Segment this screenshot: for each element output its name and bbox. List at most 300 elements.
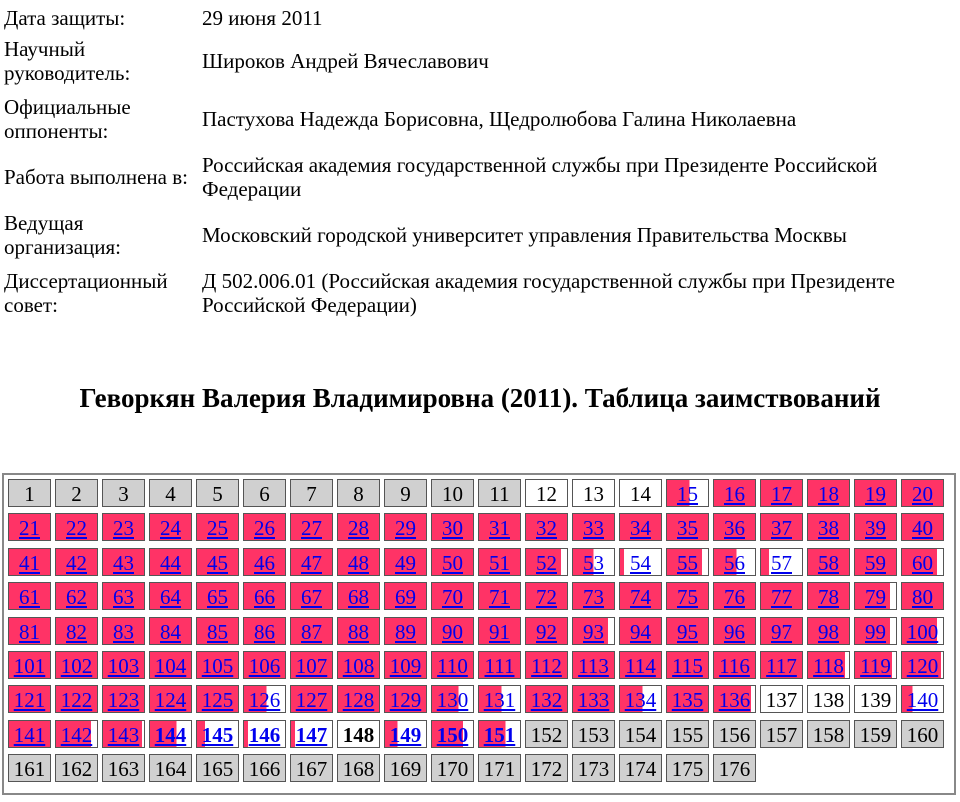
page-link-110[interactable]: 110 — [437, 654, 468, 678]
page-link-127[interactable]: 127 — [295, 688, 328, 712]
page-cell-40[interactable] — [901, 513, 944, 541]
page-cell-79[interactable] — [854, 582, 897, 610]
page-cell-131[interactable] — [478, 685, 521, 713]
page-cell-89[interactable] — [384, 617, 427, 645]
page-cell-34[interactable] — [619, 513, 662, 541]
page-cell-54[interactable] — [619, 548, 662, 576]
page-link-86[interactable]: 86 — [254, 620, 275, 644]
page-link-88[interactable]: 88 — [348, 620, 369, 644]
page-cell-140[interactable] — [901, 685, 944, 713]
page-cell-26[interactable] — [243, 513, 286, 541]
page-link-76[interactable]: 76 — [724, 585, 745, 609]
page-link-47[interactable]: 47 — [301, 551, 322, 575]
page-link-46[interactable]: 46 — [254, 551, 275, 575]
page-cell-130[interactable] — [431, 685, 474, 713]
page-number-11: 11 — [489, 482, 510, 506]
page-cell-36[interactable] — [713, 513, 756, 541]
page-cell-104[interactable] — [149, 651, 192, 679]
page-cell-125[interactable] — [196, 685, 239, 713]
page-cell-171 — [478, 754, 521, 782]
page-cell-94[interactable] — [619, 617, 662, 645]
page-link-116[interactable]: 116 — [719, 654, 750, 678]
page-cell-150[interactable] — [431, 720, 474, 748]
page-link-98[interactable]: 98 — [818, 620, 839, 644]
page-link-21[interactable]: 21 — [19, 516, 40, 540]
page-number-172: 172 — [530, 757, 563, 781]
page-cell-45[interactable] — [196, 548, 239, 576]
page-link-99[interactable]: 99 — [865, 620, 886, 644]
page-link-38[interactable]: 38 — [818, 516, 839, 540]
page-cell-18[interactable] — [807, 479, 850, 507]
page-link-17[interactable]: 17 — [771, 482, 792, 506]
page-link-92[interactable]: 92 — [536, 620, 557, 644]
page-cell-32[interactable] — [525, 513, 568, 541]
page-cell-160 — [901, 720, 944, 748]
page-cell-95[interactable] — [666, 617, 709, 645]
page-cell-25[interactable] — [196, 513, 239, 541]
page-cell-127[interactable] — [290, 685, 333, 713]
page-number-13: 13 — [583, 482, 604, 506]
page-cell-98[interactable] — [807, 617, 850, 645]
page-cell-76[interactable] — [713, 582, 756, 610]
page-cell-37[interactable] — [760, 513, 803, 541]
page-link-109[interactable]: 109 — [389, 654, 422, 678]
page-number-161: 161 — [13, 757, 46, 781]
page-cell-92[interactable] — [525, 617, 568, 645]
page-cell-63[interactable] — [102, 582, 145, 610]
page-cell-116[interactable] — [713, 651, 756, 679]
page-link-121[interactable]: 121 — [13, 688, 46, 712]
page-link-145[interactable]: 145 — [201, 723, 234, 747]
page-cell-117[interactable] — [760, 651, 803, 679]
page-link-150[interactable]: 150 — [436, 723, 469, 747]
page-cell-42[interactable] — [55, 548, 98, 576]
page-link-122[interactable]: 122 — [60, 688, 93, 712]
page-cell-52[interactable] — [525, 548, 568, 576]
page-link-136[interactable]: 136 — [718, 688, 751, 712]
page-cell-124[interactable] — [149, 685, 192, 713]
page-cell-141[interactable] — [8, 720, 51, 748]
page-cell-29[interactable] — [384, 513, 427, 541]
page-cell-84[interactable] — [149, 617, 192, 645]
page-link-131[interactable]: 131 — [483, 688, 516, 712]
page-cell-165 — [196, 754, 239, 782]
page-link-105[interactable]: 105 — [201, 654, 234, 678]
page-link-81[interactable]: 81 — [19, 620, 40, 644]
page-cell-46[interactable] — [243, 548, 286, 576]
page-link-19[interactable]: 19 — [865, 482, 886, 506]
page-link-106[interactable]: 106 — [248, 654, 281, 678]
page-link-34[interactable]: 34 — [630, 516, 651, 540]
page-cell-75[interactable] — [666, 582, 709, 610]
page-link-54[interactable]: 54 — [630, 551, 651, 575]
page-cell-2 — [55, 479, 98, 507]
page-link-50[interactable]: 50 — [442, 551, 463, 575]
page-link-75[interactable]: 75 — [677, 585, 698, 609]
page-link-37[interactable]: 37 — [771, 516, 792, 540]
page-cell-146[interactable] — [243, 720, 286, 748]
page-link-89[interactable]: 89 — [395, 620, 416, 644]
page-cell-57[interactable] — [760, 548, 803, 576]
info-label: Дата защиты: — [4, 6, 126, 30]
page-link-120[interactable]: 120 — [906, 654, 939, 678]
page-link-128[interactable]: 128 — [342, 688, 375, 712]
page-cell-126[interactable] — [243, 685, 286, 713]
page-cell-56[interactable] — [713, 548, 756, 576]
page-cell-149[interactable] — [384, 720, 427, 748]
page-cell-67[interactable] — [290, 582, 333, 610]
page-cell-157 — [760, 720, 803, 748]
page-link-79[interactable]: 79 — [865, 585, 886, 609]
page-cell-100[interactable] — [901, 617, 944, 645]
info-value: Пастухова Надежда Борисовна, Щедролюбова Галина Николаевна — [202, 107, 797, 131]
page-cell-74[interactable] — [619, 582, 662, 610]
page-cell-72[interactable] — [525, 582, 568, 610]
page-link-49[interactable]: 49 — [395, 551, 416, 575]
page-cell-107[interactable] — [290, 651, 333, 679]
page-link-132[interactable]: 132 — [530, 688, 563, 712]
page-cell-53[interactable] — [572, 548, 615, 576]
page-cell-96[interactable] — [713, 617, 756, 645]
page-link-16[interactable]: 16 — [724, 482, 745, 506]
page-link-25[interactable]: 25 — [207, 516, 228, 540]
page-link-18[interactable]: 18 — [818, 482, 839, 506]
page-number-170: 170 — [436, 757, 469, 781]
page-cell-66[interactable] — [243, 582, 286, 610]
page-cell-105[interactable] — [196, 651, 239, 679]
page-cell-38[interactable] — [807, 513, 850, 541]
page-link-69[interactable]: 69 — [395, 585, 416, 609]
page-link-125[interactable]: 125 — [201, 688, 234, 712]
page-cell-31[interactable] — [478, 513, 521, 541]
page-cell-111[interactable] — [478, 651, 521, 679]
page-link-144[interactable]: 144 — [154, 723, 187, 747]
page-link-91[interactable]: 91 — [489, 620, 510, 644]
page-cell-28[interactable] — [337, 513, 380, 541]
page-link-68[interactable]: 68 — [348, 585, 369, 609]
page-number-175: 175 — [671, 757, 704, 781]
page-link-142[interactable]: 142 — [60, 723, 93, 747]
page-number-174: 174 — [624, 757, 657, 781]
page-link-108[interactable]: 108 — [342, 654, 375, 678]
page-cell-151[interactable] — [478, 720, 521, 748]
page-link-146[interactable]: 146 — [248, 723, 281, 747]
page-cell-135[interactable] — [666, 685, 709, 713]
page-link-22[interactable]: 22 — [66, 516, 87, 540]
page-link-133[interactable]: 133 — [577, 688, 610, 712]
page-link-24[interactable]: 24 — [160, 516, 181, 540]
page-number-137: 137 — [765, 688, 798, 712]
page-cell-115[interactable] — [666, 651, 709, 679]
page-link-102[interactable]: 102 — [60, 654, 93, 678]
page-link-101[interactable]: 101 — [13, 654, 46, 678]
page-cell-145[interactable] — [196, 720, 239, 748]
page-cell-80[interactable] — [901, 582, 944, 610]
page-link-29[interactable]: 29 — [395, 516, 416, 540]
page-link-140[interactable]: 140 — [906, 688, 939, 712]
page-link-64[interactable]: 64 — [160, 585, 181, 609]
page-link-97[interactable]: 97 — [771, 620, 792, 644]
page-link-30[interactable]: 30 — [442, 516, 463, 540]
page-link-43[interactable]: 43 — [113, 551, 134, 575]
page-cell-138 — [807, 685, 850, 713]
page-cell-58[interactable] — [807, 548, 850, 576]
page-link-71[interactable]: 71 — [489, 585, 510, 609]
page-cell-33[interactable] — [572, 513, 615, 541]
page-cell-82[interactable] — [55, 617, 98, 645]
page-number-166: 166 — [248, 757, 281, 781]
page-cell-110[interactable] — [431, 651, 474, 679]
page-link-27[interactable]: 27 — [301, 516, 322, 540]
page-cell-55[interactable] — [666, 548, 709, 576]
page-link-33[interactable]: 33 — [583, 516, 604, 540]
page-cell-5 — [196, 479, 239, 507]
page-link-51[interactable]: 51 — [489, 551, 510, 575]
page-cell-122[interactable] — [55, 685, 98, 713]
page-link-53[interactable]: 53 — [583, 551, 604, 575]
page-cell-85[interactable] — [196, 617, 239, 645]
page-link-41[interactable]: 41 — [19, 551, 40, 575]
page-cell-83[interactable] — [102, 617, 145, 645]
page-cell-35[interactable] — [666, 513, 709, 541]
page-cell-4 — [149, 479, 192, 507]
page-link-147[interactable]: 147 — [295, 723, 328, 747]
page-link-80[interactable]: 80 — [912, 585, 933, 609]
page-link-78[interactable]: 78 — [818, 585, 839, 609]
page-cell-27[interactable] — [290, 513, 333, 541]
page-link-111[interactable]: 111 — [484, 654, 515, 678]
page-cell-68[interactable] — [337, 582, 380, 610]
page-cell-61[interactable] — [8, 582, 51, 610]
page-link-96[interactable]: 96 — [724, 620, 745, 644]
page-cell-123[interactable] — [102, 685, 145, 713]
page-cell-51[interactable] — [478, 548, 521, 576]
dissertation-info-table — [4, 4, 960, 322]
page-cell-119[interactable] — [854, 651, 897, 679]
page-link-60[interactable]: 60 — [912, 551, 933, 575]
page-cell-22[interactable] — [55, 513, 98, 541]
page-cell-143[interactable] — [102, 720, 145, 748]
page-cell-65[interactable] — [196, 582, 239, 610]
page-number-163: 163 — [107, 757, 140, 781]
borrowing-table — [2, 473, 956, 795]
page-link-40[interactable]: 40 — [912, 516, 933, 540]
page-number-12: 12 — [536, 482, 557, 506]
page-cell-30[interactable] — [431, 513, 474, 541]
page-link-123[interactable]: 123 — [107, 688, 140, 712]
page-cell-62[interactable] — [55, 582, 98, 610]
page-link-35[interactable]: 35 — [677, 516, 698, 540]
page-cell-21[interactable] — [8, 513, 51, 541]
page-cell-142[interactable] — [55, 720, 98, 748]
page-link-134[interactable]: 134 — [624, 688, 657, 712]
page-cell-128[interactable] — [337, 685, 380, 713]
page-link-103[interactable]: 103 — [107, 654, 140, 678]
page-link-44[interactable]: 44 — [160, 551, 181, 575]
page-link-104[interactable]: 104 — [154, 654, 187, 678]
page-link-77[interactable]: 77 — [771, 585, 792, 609]
page-link-130[interactable]: 130 — [436, 688, 469, 712]
page-link-55[interactable]: 55 — [677, 551, 698, 575]
page-link-48[interactable]: 48 — [348, 551, 369, 575]
page-link-59[interactable]: 59 — [865, 551, 886, 575]
page-cell-64[interactable] — [149, 582, 192, 610]
page-cell-91[interactable] — [478, 617, 521, 645]
page-cell-39[interactable] — [854, 513, 897, 541]
page-cell-102[interactable] — [55, 651, 98, 679]
page-link-70[interactable]: 70 — [442, 585, 463, 609]
page-link-26[interactable]: 26 — [254, 516, 275, 540]
page-link-56[interactable]: 56 — [724, 551, 745, 575]
page-link-65[interactable]: 65 — [207, 585, 228, 609]
page-cell-41[interactable] — [8, 548, 51, 576]
page-cell-15[interactable] — [666, 479, 709, 507]
page-cell-23[interactable] — [102, 513, 145, 541]
page-cell-136[interactable] — [713, 685, 756, 713]
page-cell-159 — [854, 720, 897, 748]
page-link-135[interactable]: 135 — [671, 688, 704, 712]
page-cell-90[interactable] — [431, 617, 474, 645]
page-cell-69[interactable] — [384, 582, 427, 610]
page-cell-50[interactable] — [431, 548, 474, 576]
page-link-115[interactable]: 115 — [672, 654, 703, 678]
page-link-112[interactable]: 112 — [531, 654, 562, 678]
page-cell-17[interactable] — [760, 479, 803, 507]
page-number-10: 10 — [442, 482, 463, 506]
page-link-90[interactable]: 90 — [442, 620, 463, 644]
page-cell-71[interactable] — [478, 582, 521, 610]
page-link-73[interactable]: 73 — [583, 585, 604, 609]
page-cell-88[interactable] — [337, 617, 380, 645]
page-link-85[interactable]: 85 — [207, 620, 228, 644]
page-cell-60[interactable] — [901, 548, 944, 576]
page-cell-103[interactable] — [102, 651, 145, 679]
page-cell-164 — [149, 754, 192, 782]
page-link-28[interactable]: 28 — [348, 516, 369, 540]
page-link-72[interactable]: 72 — [536, 585, 557, 609]
page-link-63[interactable]: 63 — [113, 585, 134, 609]
page-cell-81[interactable] — [8, 617, 51, 645]
page-cell-47[interactable] — [290, 548, 333, 576]
page-link-143[interactable]: 143 — [107, 723, 140, 747]
page-link-82[interactable]: 82 — [66, 620, 87, 644]
page-cell-49[interactable] — [384, 548, 427, 576]
page-cell-86[interactable] — [243, 617, 286, 645]
page-cell-99[interactable] — [854, 617, 897, 645]
page-link-100[interactable]: 100 — [906, 620, 939, 644]
page-link-124[interactable]: 124 — [154, 688, 187, 712]
page-cell-87[interactable] — [290, 617, 333, 645]
page-link-23[interactable]: 23 — [113, 516, 134, 540]
page-link-15[interactable]: 15 — [677, 482, 698, 506]
page-cell-155 — [666, 720, 709, 748]
page-cell-118[interactable] — [807, 651, 850, 679]
page-cell-114[interactable] — [619, 651, 662, 679]
page-cell-48[interactable] — [337, 548, 380, 576]
page-link-58[interactable]: 58 — [818, 551, 839, 575]
page-link-119[interactable]: 119 — [860, 654, 891, 678]
page-cell-20[interactable] — [901, 479, 944, 507]
page-cell-112[interactable] — [525, 651, 568, 679]
page-link-151[interactable]: 151 — [483, 723, 516, 747]
page-cell-109[interactable] — [384, 651, 427, 679]
page-cell-19[interactable] — [854, 479, 897, 507]
page-link-126[interactable]: 126 — [248, 688, 281, 712]
page-cell-163 — [102, 754, 145, 782]
page-link-114[interactable]: 114 — [625, 654, 656, 678]
page-cell-121[interactable] — [8, 685, 51, 713]
page-link-83[interactable]: 83 — [113, 620, 134, 644]
page-link-117[interactable]: 117 — [766, 654, 797, 678]
page-link-118[interactable]: 118 — [813, 654, 844, 678]
info-value: Российская академия государственной службы при Президенте Российской Федерации — [202, 153, 878, 201]
page-cell-59[interactable] — [854, 548, 897, 576]
page-cell-129[interactable] — [384, 685, 427, 713]
page-cell-16[interactable] — [713, 479, 756, 507]
page-link-42[interactable]: 42 — [66, 551, 87, 575]
page-link-93[interactable]: 93 — [583, 620, 604, 644]
page-cell-70[interactable] — [431, 582, 474, 610]
page-link-61[interactable]: 61 — [19, 585, 40, 609]
page-number-160: 160 — [906, 723, 939, 747]
page-cell-78[interactable] — [807, 582, 850, 610]
page-cell-77[interactable] — [760, 582, 803, 610]
page-link-31[interactable]: 31 — [489, 516, 510, 540]
page-link-36[interactable]: 36 — [724, 516, 745, 540]
page-cell-73[interactable] — [572, 582, 615, 610]
page-cell-166 — [243, 754, 286, 782]
page-link-74[interactable]: 74 — [630, 585, 651, 609]
page-cell-43[interactable] — [102, 548, 145, 576]
page-cell-133[interactable] — [572, 685, 615, 713]
page-cell-144[interactable] — [149, 720, 192, 748]
page-cell-44[interactable] — [149, 548, 192, 576]
page-cell-101[interactable] — [8, 651, 51, 679]
page-cell-134[interactable] — [619, 685, 662, 713]
page-link-113[interactable]: 113 — [578, 654, 609, 678]
page-cell-14 — [619, 479, 662, 507]
page-link-67[interactable]: 67 — [301, 585, 322, 609]
page-link-141[interactable]: 141 — [13, 723, 46, 747]
page-cell-113[interactable] — [572, 651, 615, 679]
page-cell-120[interactable] — [901, 651, 944, 679]
page-link-149[interactable]: 149 — [389, 723, 422, 747]
page-link-20[interactable]: 20 — [912, 482, 933, 506]
page-link-107[interactable]: 107 — [295, 654, 328, 678]
page-link-62[interactable]: 62 — [66, 585, 87, 609]
page-cell-132[interactable] — [525, 685, 568, 713]
page-link-94[interactable]: 94 — [630, 620, 651, 644]
page-number-14: 14 — [630, 482, 651, 506]
page-link-66[interactable]: 66 — [254, 585, 275, 609]
page-link-57[interactable]: 57 — [771, 551, 792, 575]
page-cell-106[interactable] — [243, 651, 286, 679]
page-link-95[interactable]: 95 — [677, 620, 698, 644]
page-cell-147[interactable] — [290, 720, 333, 748]
page-link-87[interactable]: 87 — [301, 620, 322, 644]
page-cell-24[interactable] — [149, 513, 192, 541]
page-link-52[interactable]: 52 — [536, 551, 557, 575]
page-cell-97[interactable] — [760, 617, 803, 645]
page-link-84[interactable]: 84 — [160, 620, 181, 644]
page-link-45[interactable]: 45 — [207, 551, 228, 575]
page-link-129[interactable]: 129 — [389, 688, 422, 712]
page-link-32[interactable]: 32 — [536, 516, 557, 540]
page-cell-108[interactable] — [337, 651, 380, 679]
page-link-39[interactable]: 39 — [865, 516, 886, 540]
page-cell-93[interactable] — [572, 617, 615, 645]
page-number-139: 139 — [859, 688, 892, 712]
